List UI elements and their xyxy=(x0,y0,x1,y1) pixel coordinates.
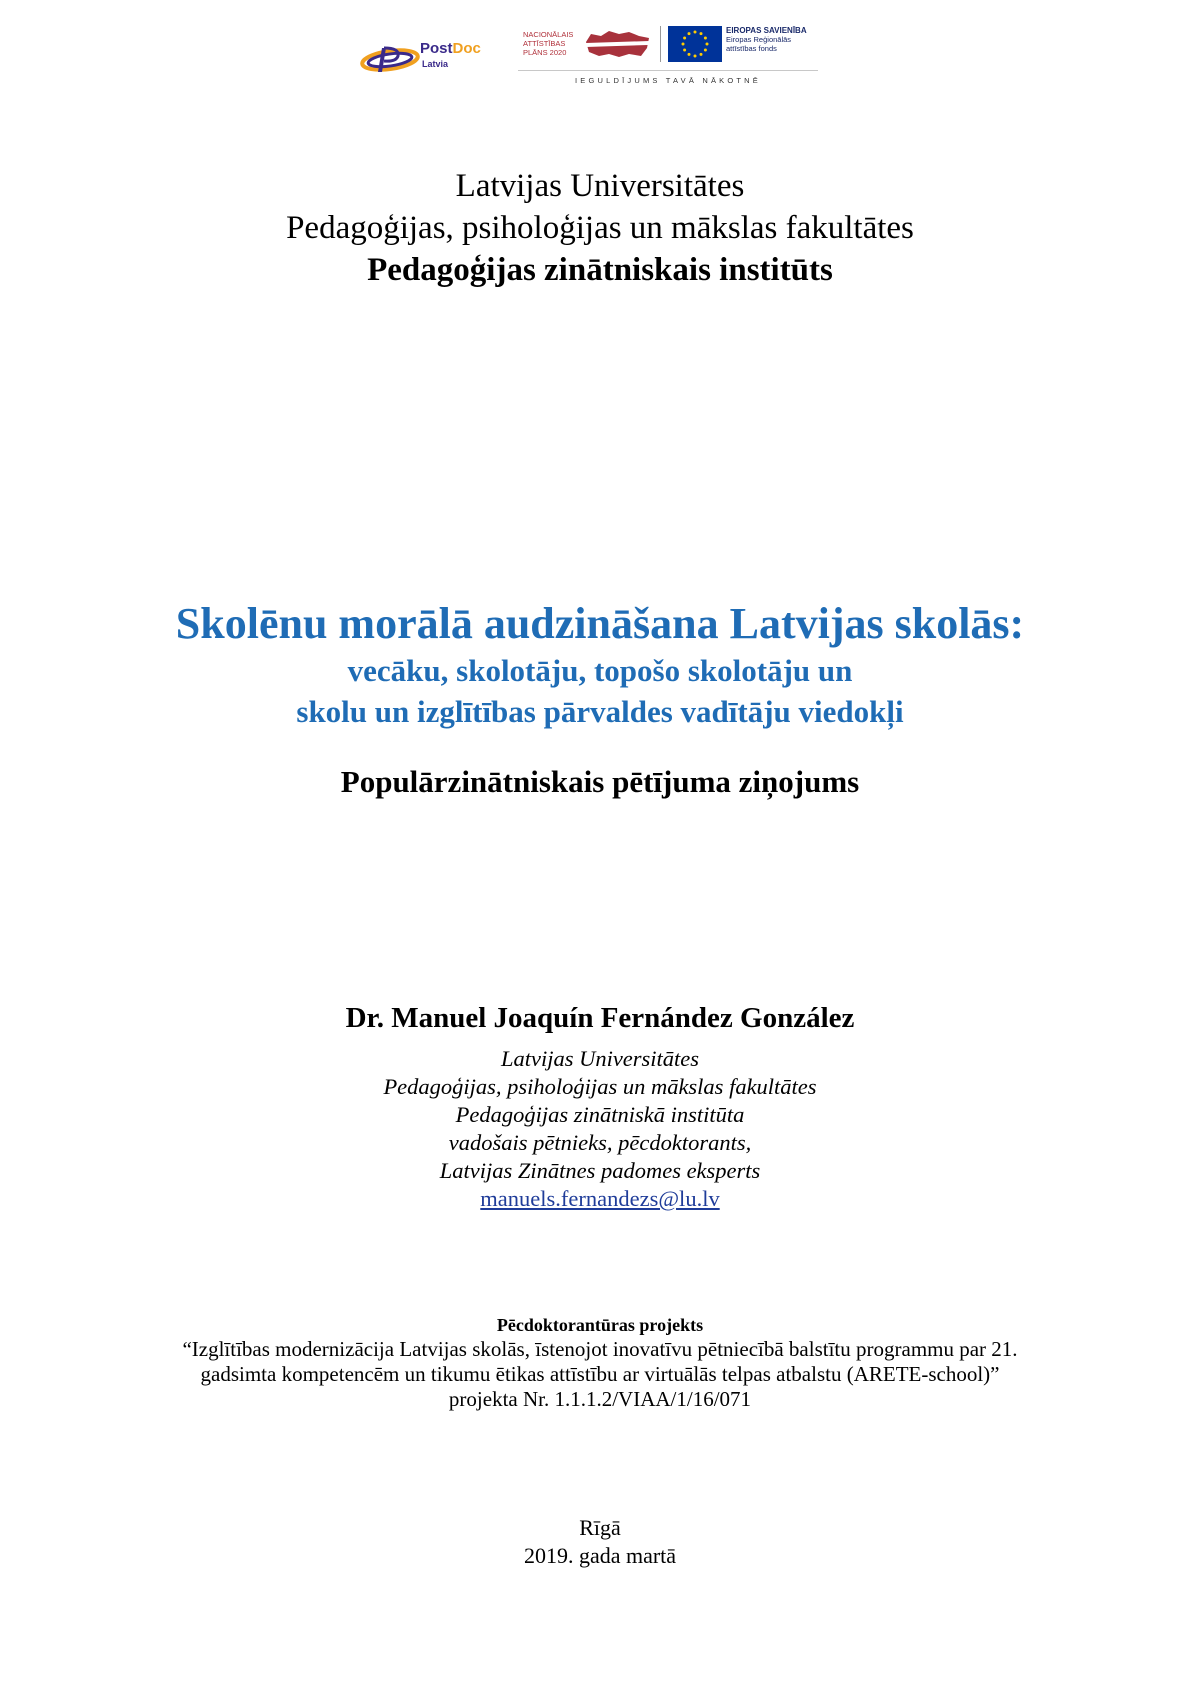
author-name: Dr. Manuel Joaquín Fernández González xyxy=(345,1002,855,1034)
affiliation-line: Latvijas Zinātnes padomes eksperts xyxy=(439,1158,761,1183)
logo-rule xyxy=(518,70,818,71)
institution-institute: Pedagoģijas zinātniskais institūts xyxy=(367,252,833,288)
project-block xyxy=(0,1313,1200,1412)
postdoc-latvia-logo xyxy=(358,40,498,80)
eu-fund-logo-text: EIROPAS SAVIENĪBA Eiropas Reģionālās attīstības fonds xyxy=(726,26,807,53)
author-block xyxy=(0,1000,1200,1036)
affiliation-line: Pedagoģijas, psiholoģijas un mākslas fakultātes xyxy=(383,1074,817,1099)
institution-block xyxy=(0,165,1200,291)
affiliation-line: vadošais pētnieks, pēcdoktorants, xyxy=(448,1130,752,1155)
document-subtitle-line-1: vecāku, skolotāju, topošo skolotāju un xyxy=(347,653,853,688)
author-email-link[interactable]: manuels.fernandezs@lu.lv xyxy=(480,1186,720,1211)
title-block xyxy=(0,598,1200,732)
report-type-block xyxy=(0,762,1200,802)
logo-divider xyxy=(660,26,661,62)
project-number: projekta Nr. 1.1.1.2/VIAA/1/16/071 xyxy=(448,1387,752,1411)
affiliation-line: Latvijas Universitātes xyxy=(500,1046,700,1071)
report-type: Populārzinātniskais pētījuma ziņojums xyxy=(340,764,860,799)
institution-university: Latvijas Universitātes xyxy=(455,168,745,204)
nap-2020-logo-text: NACIONĀLAIS ATTĪSTĪBAS PLĀNS 2020 xyxy=(523,30,574,57)
author-affiliation-block xyxy=(0,1045,1200,1213)
header-logos xyxy=(358,20,818,96)
affiliation-line: Pedagoģijas zinātniskā institūta xyxy=(455,1102,745,1127)
postdoc-logo-text: PostDoc xyxy=(420,40,481,57)
document-title: Skolēnu morālā audzināšana Latvijas skolās: xyxy=(175,599,1025,648)
footer-block xyxy=(0,1514,1200,1570)
latvia-map-icon xyxy=(583,28,653,60)
publication-date: 2019. gada martā xyxy=(523,1543,677,1568)
postdoc-swoosh-icon xyxy=(360,44,422,74)
eu-flag-icon xyxy=(668,26,722,62)
institution-faculty: Pedagoģijas, psiholoģijas un mākslas fakultātes xyxy=(286,210,914,246)
logo-slogan: IEGULDĪJUMS TAVĀ NĀKOTNĒ xyxy=(575,76,761,85)
document-subtitle-line-2: skolu un izglītības pārvaldes vadītāju viedokļi xyxy=(296,694,904,729)
project-title-line-1: “Izglītības modernizācija Latvijas skolās, īstenojot inovatīvu pētniecībā balstītu programmu par 21. xyxy=(182,1337,1018,1361)
publication-place: Rīgā xyxy=(579,1515,621,1540)
postdoc-logo-sub: Latvia xyxy=(422,59,449,69)
project-heading: Pēcdoktorantūras projekts xyxy=(496,1315,704,1335)
project-title-line-2: gadsimta kompetencēm un tikumu ētikas attīstību ar virtuālās telpas atbalstu (ARETE-school)” xyxy=(200,1362,1000,1386)
